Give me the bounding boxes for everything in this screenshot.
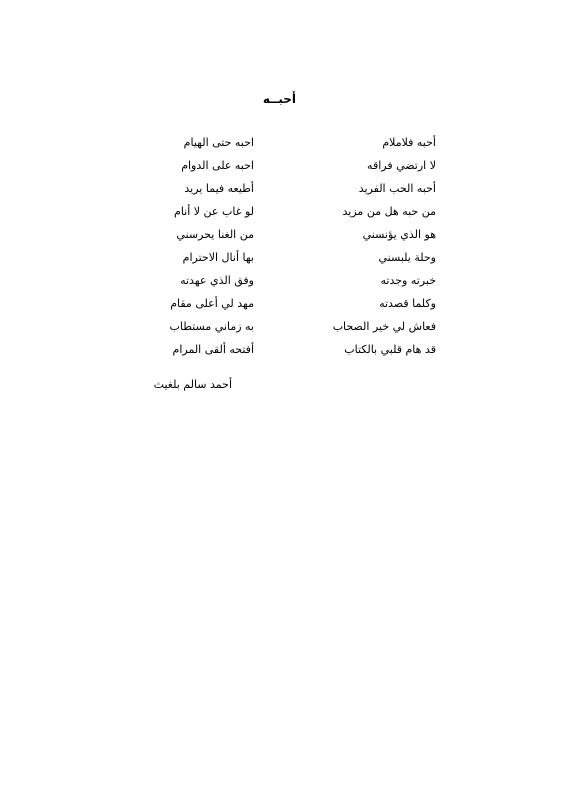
verse-second-hemistich: به زماني مستطاب xyxy=(169,320,254,333)
verse-line xyxy=(126,154,436,177)
verse-first-hemistich: خبرته وجدته xyxy=(380,274,436,287)
verse-second-hemistich: أفتحه ألقى المرام xyxy=(172,343,254,356)
verse-first-hemistich: أحبه فلاملام xyxy=(382,136,436,149)
verse-second-hemistich: احبه على الدوام xyxy=(181,159,254,172)
verse-first-hemistich: وكلما قصدته xyxy=(379,297,436,310)
poem-body xyxy=(126,131,436,361)
verse-second-hemistich: من الغنا يحرسني xyxy=(176,228,254,241)
verse-line xyxy=(126,200,436,223)
verse-line xyxy=(126,338,436,361)
verse-first-hemistich: قد هام قلبي بالكتاب xyxy=(344,343,436,356)
verse-second-hemistich: بها أنال الاحترام xyxy=(182,251,254,264)
verse-second-hemistich: احبه حتى الهيام xyxy=(183,136,254,149)
verse-line xyxy=(126,292,436,315)
verse-line xyxy=(126,246,436,269)
verse-line xyxy=(126,315,436,338)
verse-first-hemistich: وحلة يلبسني xyxy=(378,251,436,264)
verse-first-hemistich: فعاش لي خير الصحاب xyxy=(332,320,436,333)
poem-title: أحبــه xyxy=(262,92,296,106)
verse-second-hemistich: لو غاب عن لا أنام xyxy=(174,205,254,218)
verse-second-hemistich: أطيعه فيما يريد xyxy=(184,182,254,195)
verse-line xyxy=(126,177,436,200)
verse-first-hemistich: أحبه الحب الفريد xyxy=(358,182,436,195)
verse-first-hemistich: من حبه هل من مزيد xyxy=(342,205,436,218)
verse-line xyxy=(126,269,436,292)
verse-first-hemistich: هو الذي يؤنسني xyxy=(362,228,436,241)
verse-line xyxy=(126,131,436,154)
poem-author: أحمد سالم بلغيث xyxy=(153,378,232,391)
verse-second-hemistich: مهد لي أعلى مقام xyxy=(170,297,254,310)
verse-line xyxy=(126,223,436,246)
verse-second-hemistich: وفق الذي عهدته xyxy=(180,274,254,287)
verse-first-hemistich: لا ارتضي فراقه xyxy=(367,159,436,172)
